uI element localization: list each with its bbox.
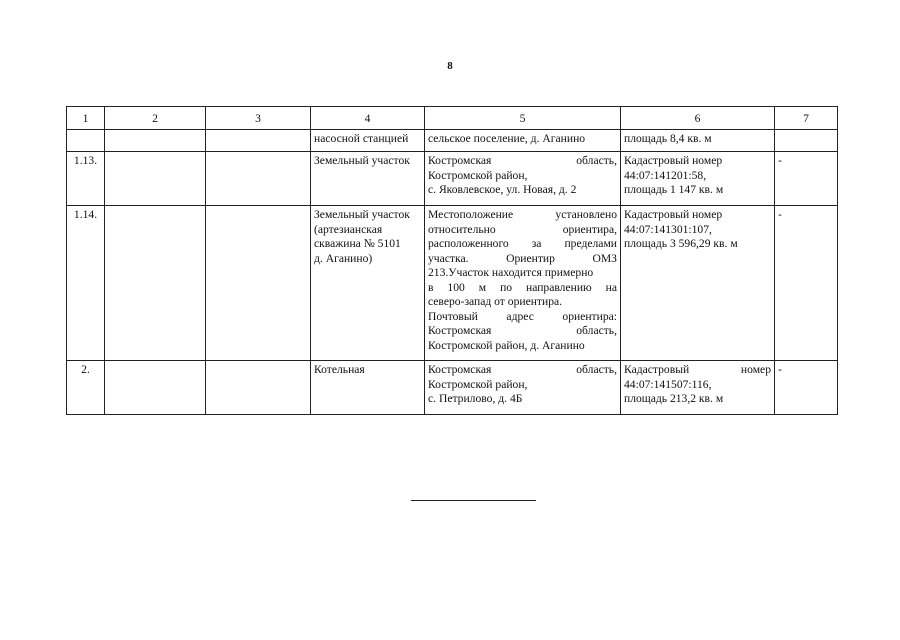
column-header: 7 [775, 107, 838, 130]
object-name-cell [311, 361, 425, 415]
column-header: 4 [311, 107, 425, 130]
cell-line: д. Аганино) [314, 251, 373, 265]
address-cell [425, 152, 621, 206]
cell-col3 [206, 130, 311, 152]
cell-line: относительно ориентира, [428, 222, 617, 236]
cell-col3 [206, 152, 311, 206]
cell-line: Кадастровый номер [624, 363, 771, 376]
cadastral-cell [621, 130, 775, 152]
cell-line: Костромской район, [428, 168, 528, 182]
cell-col3 [206, 361, 311, 415]
column-header: 6 [621, 107, 775, 130]
table-header-row [67, 107, 838, 130]
cell-line: северо-запад от ориентира. [428, 295, 563, 308]
cell-col7 [775, 130, 838, 152]
cell-line: с. Петрилово, д. 4Б [428, 392, 523, 405]
cell-line: Костромская область, [428, 324, 617, 337]
column-header: 5 [425, 107, 621, 130]
cadastral-cell [621, 152, 775, 206]
address-cell [425, 130, 621, 152]
cell-line: Местоположение установлено [428, 208, 617, 221]
cell-col2 [105, 152, 206, 206]
table-row [67, 206, 838, 361]
table-row [67, 152, 838, 206]
cell-line: Земельный участок [314, 154, 410, 167]
cell-col2 [105, 206, 206, 361]
cell-col7: - [775, 361, 838, 415]
signature-line [411, 500, 536, 501]
property-table [66, 106, 838, 415]
cell-line: скважина № 5101 [314, 237, 401, 250]
cell-line: Почтовый адрес ориентира: [428, 309, 617, 323]
page-number: 8 [447, 60, 453, 72]
object-name-cell [311, 130, 425, 152]
cell-line: площадь 213,2 кв. м [624, 392, 724, 405]
cell-line: Костромской район, [428, 377, 528, 391]
cell-line: Кадастровый номер [624, 208, 723, 221]
cell-line: 44:07:141507:116, [624, 377, 712, 391]
cell-line: Котельная [314, 363, 365, 376]
cell-line: в 100 м по направлению на [428, 280, 617, 294]
cadastral-cell [621, 206, 775, 361]
column-header: 3 [206, 107, 311, 130]
item-number-cell: 2. [67, 361, 105, 415]
object-name-cell [311, 152, 425, 206]
cell-line: 44:07:141301:107, [624, 222, 712, 236]
item-number-cell: 1.14. [67, 206, 105, 361]
cell-line: (артезианская [314, 222, 383, 236]
cell-col7: - [775, 206, 838, 361]
cell-col2 [105, 361, 206, 415]
object-name-cell [311, 206, 425, 361]
item-number-cell: 1.13. [67, 152, 105, 206]
cell-line: Костромская область, [428, 154, 617, 167]
cell-line: участка. Ориентир ОМЗ [428, 251, 617, 265]
cell-line: насосной станцией [314, 132, 409, 145]
cell-line: Кадастровый номер [624, 154, 723, 167]
cell-line: 44:07:141201:58, [624, 168, 707, 182]
cell-line: Костромской район, д. Аганино [428, 338, 585, 352]
cell-line: сельское поселение, д. Аганино [428, 132, 586, 145]
cell-line: площадь 8,4 кв. м [624, 132, 712, 145]
cell-line: Костромская область, [428, 363, 617, 376]
cell-line: площадь 3 596,29 кв. м [624, 237, 738, 250]
cell-line: 213.Участок находится примерно [428, 266, 594, 279]
table-row [67, 130, 838, 152]
cell-line: расположенного за пределами [428, 237, 617, 250]
cell-line: с. Яковлевское, ул. Новая, д. 2 [428, 183, 577, 196]
column-header: 1 [67, 107, 105, 130]
table-row [67, 361, 838, 415]
cadastral-cell [621, 361, 775, 415]
cell-line: Земельный участок [314, 208, 410, 221]
address-cell [425, 206, 621, 361]
item-number-cell [67, 130, 105, 152]
address-cell [425, 361, 621, 415]
cell-line: площадь 1 147 кв. м [624, 183, 724, 196]
column-header: 2 [105, 107, 206, 130]
cell-col2 [105, 130, 206, 152]
cell-col7: - [775, 152, 838, 206]
cell-col3 [206, 206, 311, 361]
